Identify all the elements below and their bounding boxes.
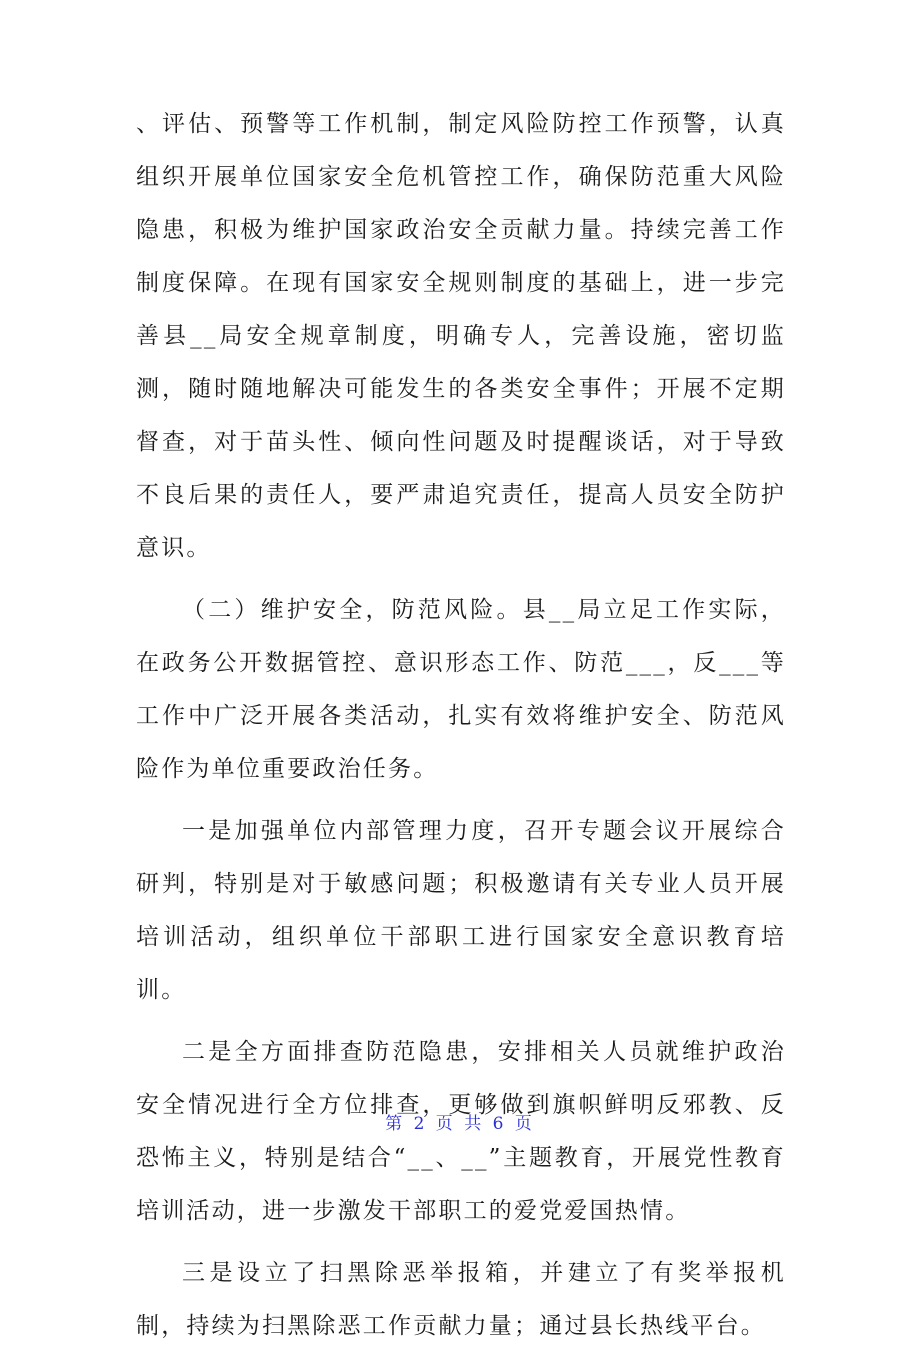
paragraph-section-two: （二）维护安全，防范风险。县__局立足工作实际，在政务公开数据管控、意识形态工作、防范___，反___等工作中广泛开展各类活动，扎实有效将维护安全、防范风险作为单位重要政治任务。 xyxy=(136,597,786,782)
paragraph-item-one: 一是加强单位内部管理力度，召开专题会议开展综合研判，特别是对于敏感问题；积极邀请有关专业人员开展培训活动，组织单位干部职工进行国家安全意识教育培训。 xyxy=(136,818,786,1003)
paragraph-item-three: 三是设立了扫黑除恶举报箱，并建立了有奖举报机制，持续为扫黑除恶工作贡献力量；通过县长热线平台。 xyxy=(136,1260,786,1339)
paragraph-item-two: 二是全方面排查防范隐患，安排相关人员就维护政治安全情况进行全方位排查，更够做到旗帜鲜明反邪教、反恐怖主义，特别是结合“__、__”主题教育，开展党性教育培训活动，进一步激发干部职工的爱党爱国热情。 xyxy=(136,1039,786,1224)
document-body xyxy=(136,98,786,1353)
paragraph-risk-mechanism: 、评估、预警等工作机制，制定风险防控工作预警，认真组织开展单位国家安全危机管控工作，确保防范重大风险隐患，积极为维护国家政治安全贡献力量。持续完善工作制度保障。在现有国家安全规则制度的基础上，进一步完善县__局安全规章制度，明确专人，完善设施，密切监测，随时随地解决可能发生的各类安全事件；开展不定期督查，对于苗头性、倾向性问题及时提醒谈话，对于导致不良后果的责任人，要严肃追究责任，提高人员安全防护意识。 xyxy=(136,111,786,561)
page-number-footer: 第 2 页 共 6 页 xyxy=(385,1114,535,1134)
